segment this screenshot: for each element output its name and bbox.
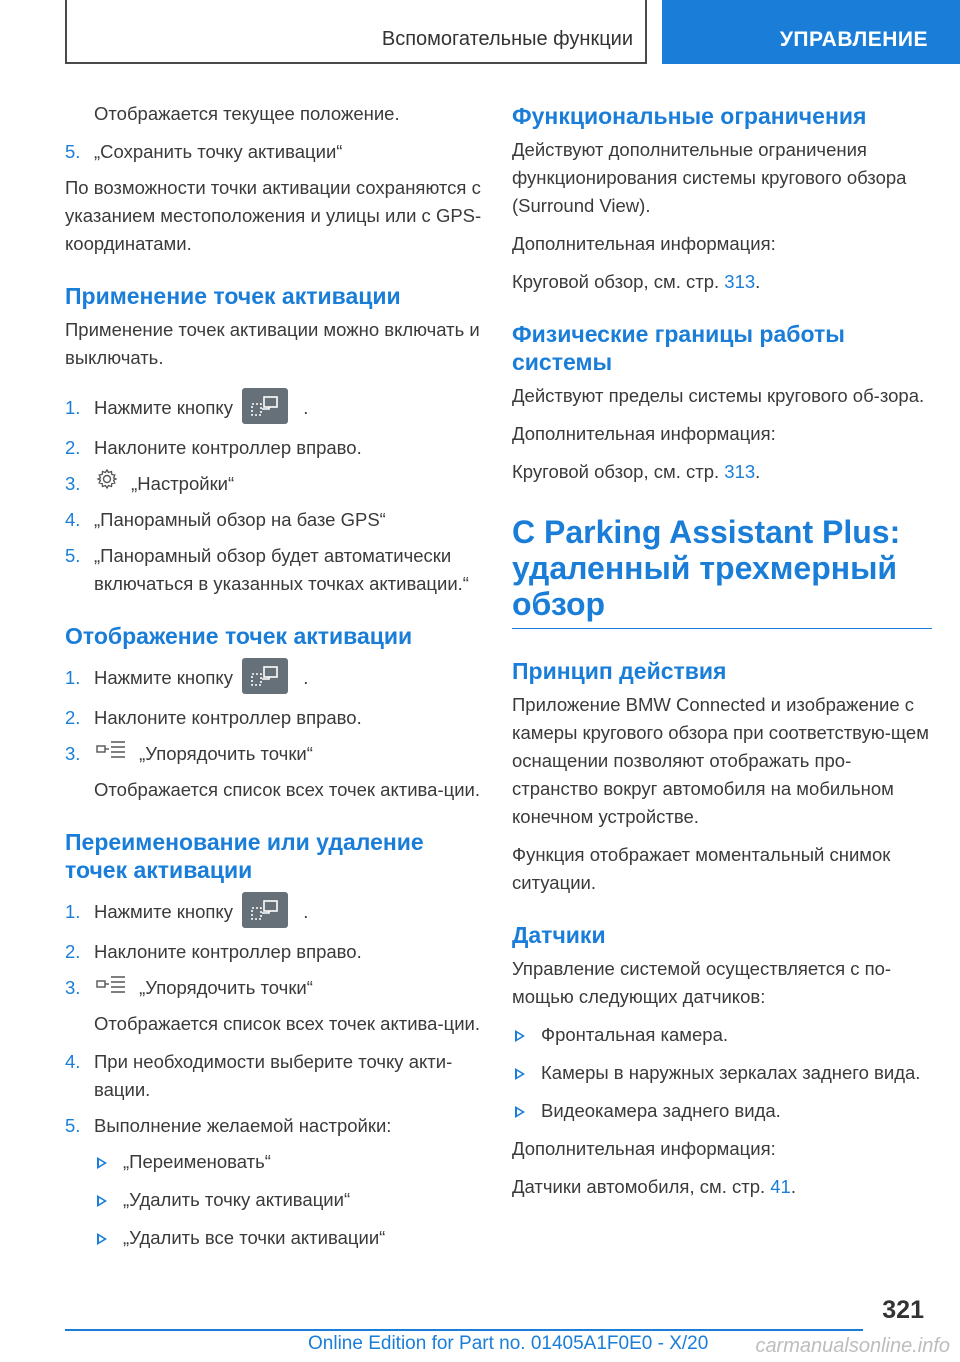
- sensor-text: Фронтальная камера.: [541, 1024, 729, 1045]
- step-text-end: .: [303, 667, 309, 689]
- step-item: [65, 664, 485, 694]
- page-link[interactable]: 41: [770, 1176, 791, 1197]
- option-text: „Переименовать“: [123, 1151, 271, 1173]
- header-section-title: Вспомогательные функции: [381, 28, 633, 50]
- step-note: Отображается список всех точек актива-ции.: [94, 1013, 481, 1035]
- left-column: [65, 100, 485, 1262]
- header-chapter-tab: [662, 0, 960, 64]
- reference-end: .: [790, 1176, 796, 1197]
- step-text: Выполнение желаемой настройки:: [94, 1115, 392, 1137]
- page-link[interactable]: 313: [724, 461, 756, 482]
- sensor-item: [512, 1021, 932, 1049]
- section-title-rename-delete: Переименование или удаление точек активации: [65, 829, 424, 884]
- step-number: 1.: [65, 667, 81, 689]
- watermark: carmanualsonline.info: [755, 1335, 950, 1357]
- step-text: Наклоните контроллер вправо.: [94, 707, 362, 729]
- footer-divider: [65, 1329, 863, 1331]
- step-text: Наклоните контроллер вправо.: [94, 941, 362, 963]
- reference-line: [512, 458, 932, 486]
- step-number: 2.: [65, 437, 81, 459]
- page-number: 321: [882, 1296, 924, 1324]
- info-label: Дополнительная информация:: [512, 1138, 776, 1159]
- step-note: Отображается список всех точек актива-ции.: [94, 779, 481, 801]
- triangle-bullet-icon: [97, 1157, 107, 1169]
- list-manage-icon: [96, 974, 126, 1002]
- step-number: 5.: [65, 1115, 81, 1137]
- step-text-end: .: [303, 397, 309, 418]
- step-number: 2.: [65, 707, 81, 729]
- panorama-view-button[interactable]: [242, 658, 288, 694]
- section-title-physical-limits: Физические границы работы системы: [512, 321, 845, 375]
- step-number: 3.: [65, 977, 81, 999]
- step-item: [65, 974, 485, 1002]
- header-section-box: [65, 0, 647, 64]
- step-item: [65, 898, 485, 928]
- section-paragraph: Действуют дополнительные ограничения функционирования системы кругового обзора (Surround View).: [512, 139, 907, 216]
- reference-text: Круговой обзор, см. стр.: [512, 271, 720, 292]
- step-number: 1.: [65, 397, 81, 418]
- step-text: „Панорамный обзор на базе GPS“: [94, 509, 386, 531]
- sensor-text: Камеры в наружных зеркалах заднего вида.: [541, 1062, 921, 1083]
- section-paragraph: Управление системой осуществляется с по-мощью следующих датчиков:: [512, 958, 892, 1007]
- step-text-end: .: [303, 901, 309, 923]
- step-item: [65, 1048, 485, 1104]
- reference-end: .: [755, 461, 761, 482]
- sensor-item: [512, 1059, 932, 1087]
- section-title-show-points: Отображение точек активации: [65, 623, 413, 650]
- step-number: 5.: [65, 545, 81, 567]
- step-item: [65, 938, 485, 966]
- panorama-view-button[interactable]: [242, 388, 288, 424]
- step-text: При необходимости выберите точку акти-вации.: [94, 1051, 453, 1101]
- option-item: [94, 1186, 485, 1214]
- main-title: С Parking Assistant Plus: удаленный трехмерный обзор: [512, 514, 932, 629]
- step-number: 4.: [65, 509, 81, 531]
- triangle-bullet-icon: [515, 1068, 525, 1080]
- step-item: [65, 542, 485, 598]
- step-text: „Упорядочить точки“: [139, 743, 313, 765]
- sensor-text: Видеокамера заднего вида.: [541, 1100, 781, 1121]
- section-title-apply-points: Применение точек активации: [65, 283, 401, 309]
- step-text: Наклоните контроллер вправо.: [94, 437, 362, 459]
- step-number: 5.: [65, 141, 81, 162]
- intro-step: [65, 138, 485, 166]
- intro-text: Отображается текущее положение.: [94, 103, 400, 124]
- gear-icon: [96, 468, 118, 498]
- info-label: Дополнительная информация:: [512, 423, 776, 444]
- reference-line: [512, 268, 932, 296]
- footer-edition: Online Edition for Part no. 01405A1F0E0 - X/20: [308, 1333, 709, 1354]
- reference-end: .: [755, 271, 761, 292]
- step-number: 1.: [65, 901, 81, 923]
- section-paragraph: Функция отображает моментальный снимок ситуации.: [512, 844, 891, 893]
- section-paragraph: Действуют пределы системы кругового об-зора.: [512, 385, 925, 406]
- step-number: 2.: [65, 941, 81, 963]
- section-title-principle: Принцип действия: [512, 658, 727, 684]
- panorama-view-icon: [251, 899, 279, 921]
- step-text: „Панорамный обзор будет автоматически включаться в указанных точках активации.“: [94, 545, 469, 595]
- step-text: Нажмите кнопку: [94, 397, 233, 418]
- page-link[interactable]: 313: [724, 271, 756, 292]
- section-title-limits: Функциональные ограничения: [512, 103, 867, 129]
- list-manage-icon: [96, 739, 126, 767]
- step-item: [65, 470, 485, 498]
- triangle-bullet-icon: [97, 1233, 107, 1245]
- right-column: [512, 100, 932, 1211]
- sensor-item: [512, 1097, 932, 1125]
- step-text: „Упорядочить точки“: [139, 977, 313, 999]
- section-title-sensors: Датчики: [512, 922, 606, 948]
- step-item: [65, 394, 485, 424]
- info-label: Дополнительная информация:: [512, 233, 776, 254]
- triangle-bullet-icon: [515, 1030, 525, 1042]
- option-item: [94, 1148, 485, 1176]
- header-chapter-title: УПРАВЛЕНИЕ: [779, 28, 928, 51]
- option-text: „Удалить точку активации“: [123, 1189, 351, 1211]
- option-text: „Удалить все точки активации“: [123, 1227, 386, 1249]
- triangle-bullet-icon: [97, 1195, 107, 1207]
- step-text: Нажмите кнопку: [94, 667, 233, 689]
- step-item: [65, 506, 485, 534]
- step-item: [65, 704, 485, 732]
- step-text: Нажмите кнопку: [94, 901, 233, 923]
- step-number: 4.: [65, 1051, 81, 1073]
- step-text: „Сохранить точку активации“: [94, 141, 343, 162]
- triangle-bullet-icon: [515, 1106, 525, 1118]
- section-paragraph: Приложение BMW Connected и изображение с камеры кругового обзора при соответствую-щем оснащении позволяют отображать про-странство вокруг автомобиля на мобильном конечном устройстве.: [512, 694, 929, 827]
- step-item: [65, 1112, 485, 1140]
- panorama-view-button[interactable]: [242, 892, 288, 928]
- panorama-view-icon: [251, 665, 279, 687]
- step-item: [65, 740, 485, 768]
- step-number: 3.: [65, 473, 81, 495]
- reference-line: [512, 1173, 932, 1201]
- reference-text: Круговой обзор, см. стр.: [512, 461, 720, 482]
- reference-text: Датчики автомобиля, см. стр.: [512, 1176, 766, 1197]
- section-paragraph: Применение точек активации можно включать и выключать.: [65, 319, 480, 368]
- panorama-view-icon: [251, 395, 279, 417]
- intro-paragraph: По возможности точки активации сохраняются с указанием местоположения и улицы или с GPS-координатами.: [65, 177, 482, 254]
- option-item: [94, 1224, 485, 1252]
- step-number: 3.: [65, 743, 81, 765]
- step-item: [65, 434, 485, 462]
- step-text: „Настройки“: [131, 473, 235, 495]
